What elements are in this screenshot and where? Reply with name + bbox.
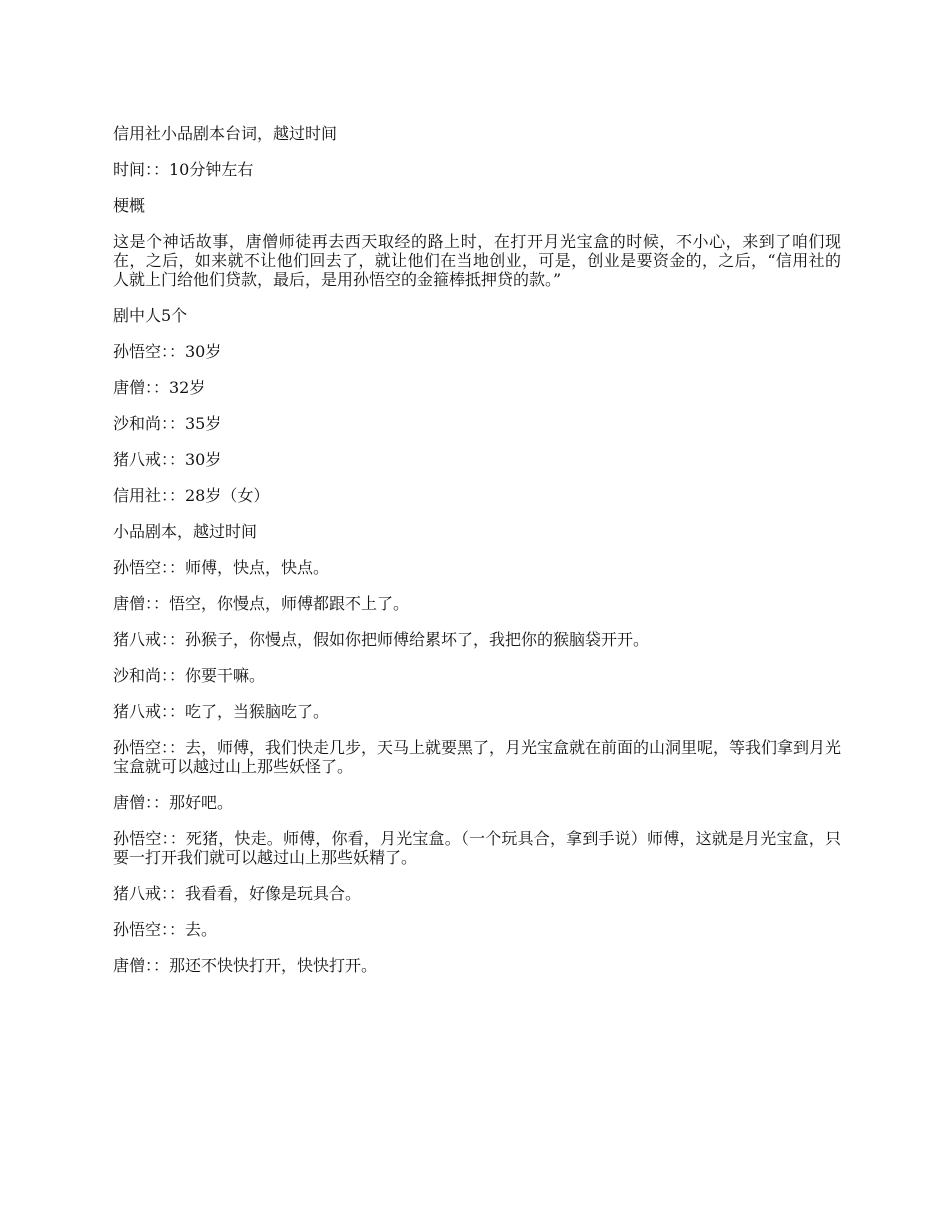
dialogue-line: 唐僧：：那好吧。 bbox=[113, 793, 234, 812]
document-body bbox=[113, 124, 841, 992]
dialogue-line: 孙悟空：：师傅，快点，快点。 bbox=[113, 558, 330, 577]
dialogue-line: 孙悟空：：死猪，快走。师傅，你看，月光宝盒。（一个玩具合，拿到手说）师傅，这就是月光宝盒，只要一打开我们就可以越过山上那些妖精了。 bbox=[113, 829, 841, 867]
cast-item: 孙悟空：：30岁 bbox=[113, 342, 222, 361]
cast-item: 沙和尚：：35岁 bbox=[113, 414, 222, 433]
cast-item: 猪八戒：：30岁 bbox=[113, 450, 222, 469]
dialogue-line: 唐僧：：那还不快快打开，快快打开。 bbox=[113, 956, 378, 975]
script-heading: 小品剧本，越过时间 bbox=[113, 522, 258, 541]
dialogue-line: 沙和尚：：你要干嘛。 bbox=[113, 666, 266, 685]
cast-heading: 剧中人5个 bbox=[113, 306, 188, 325]
dialogue-line: 孙悟空：：去，师傅，我们快走几步，天马上就要黑了，月光宝盒就在前面的山洞里呢，等我们拿到月光宝盒就可以越过山上那些妖怪了。 bbox=[113, 738, 842, 776]
dialogue-line: 猪八戒：：我看看，好像是玩具合。 bbox=[113, 884, 362, 903]
synopsis-text: 这是个神话故事，唐僧师徒再去西天取经的路上时，在打开月光宝盒的时候，不小心，来到了咱们现在，之后，如来就不让他们回去了，就让他们在当地创业，可是，创业是要资金的，之后，“信用社的人就上门给他们贷款，最后，是用孙悟空的金箍棒抵押贷的款。” bbox=[113, 232, 841, 289]
cast-item: 唐僧：：32岁 bbox=[113, 378, 206, 397]
synopsis-heading: 梗概 bbox=[113, 196, 146, 215]
dialogue-line: 猪八戒：：孙猴子，你慢点，假如你把师傅给累坏了，我把你的猴脑袋开开。 bbox=[113, 630, 650, 649]
dialogue-line: 猪八戒：：吃了，当猴脑吃了。 bbox=[113, 702, 330, 721]
document-title: 信用社小品剧本台词，越过时间 bbox=[113, 124, 338, 143]
dialogue-line: 孙悟空：：去。 bbox=[113, 920, 218, 939]
duration-line: 时间：：10分钟左右 bbox=[113, 160, 254, 179]
cast-item: 信用社：：28岁（女） bbox=[113, 486, 270, 505]
dialogue-line: 唐僧：：悟空，你慢点，师傅都跟不上了。 bbox=[113, 594, 410, 613]
